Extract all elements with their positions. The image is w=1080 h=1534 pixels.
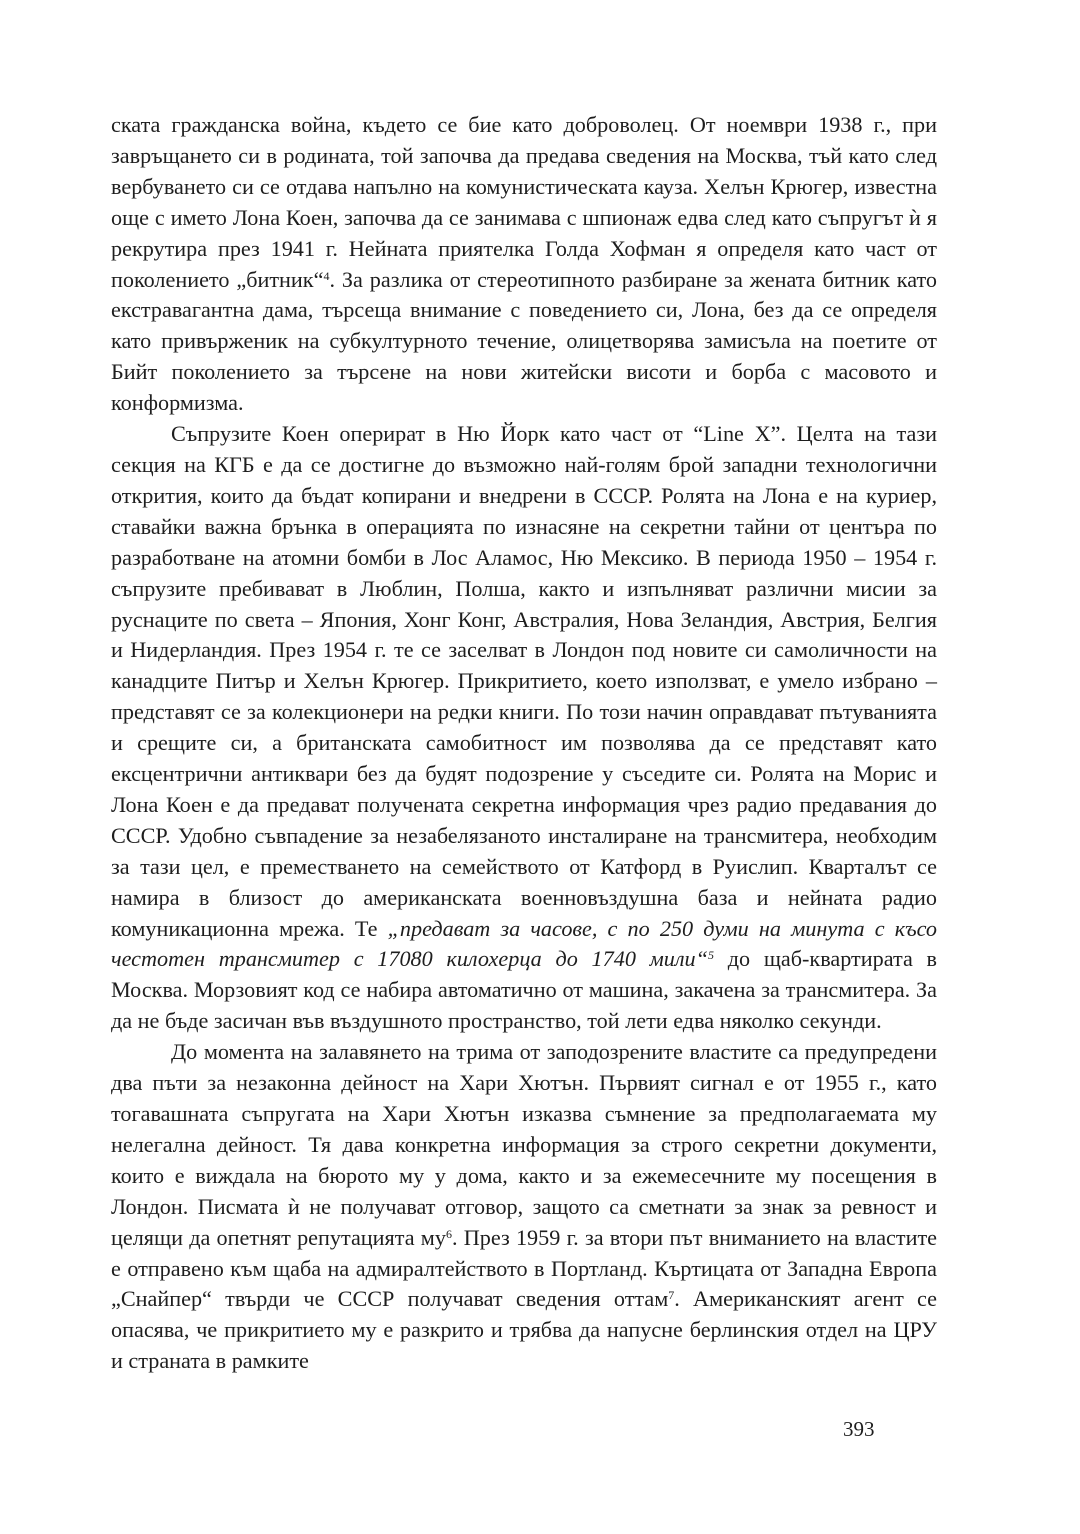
- text-run: ската гражданска война, където се бие като доброволец. От ноември 1938 г., при завръщането си в родината, той започва да предава сведения на Москва, тъй като след вербуването си се отдава напълно на комунистическата кауза. Хелън Крюгер, известна още с името Лона Коен, започва да се занимава с шпионаж едва след като съпругът ѝ я рекрутира през 1941 г. Нейната приятелка Голда Хофман я определя като част от поколението „битник“: [111, 112, 937, 292]
- footnote-ref: 7: [668, 1288, 675, 1303]
- quoted-text: „предават за часове, с по 250 думи на минута с късо честотен трансмитер с 17080 килохерца до 1740 мили“: [111, 915, 937, 972]
- text-run: . През 1959 г. за втори път вниманието на властите е отправено към щаба на адмиралтейството в Портланд. Къртицата от Западна Европа „Снайпер“ твърди че СССР получават сведения оттам: [111, 1224, 938, 1312]
- paragraph: [111, 419, 937, 1037]
- text-run: до щаб-квартирата в Москва. Морзовият код се набира автоматично от машина, закачена за трансмитера. За да не бъде засичан във въздушното пространство, той лети едва няколко секунди.: [111, 946, 937, 1034]
- footnote-ref: 6: [445, 1226, 452, 1241]
- footnote-ref: 4: [323, 268, 330, 283]
- text-run: Съпрузите Коен оперират в Ню Йорк като част от “Line X”. Целта на тази секция на КГБ е да се достигне до възможно най-голям брой западни технологични открития, които да бъдат копирани и внедрени в СССР. Ролята на Лона е на куриер, ставайки важна брънка в операцията по изнасяне на секретни тайни от центъра по разработване на атомни бомби в Лос Аламос, Ню Мексико. В периода 1950 – 1954 г. съпрузите пребивават в Люблин, Полша, както и изпълняват различни мисии за руснаците по света – Япония, Хонг Конг, Австралия, Нова Зеландия, Австрия, Белгия и Нидерландия. През 1954 г. те се заселват в Лондон под новите си самоличности на канадците Питър и Хелън Крюгер. Прикритието, което използват, е умело избрано – представят се за колекционери на редки книги. По този начин оправдават пътуванията и срещите си, а британската самобитност им позволява да се представят като ексцентрични антиквари без да будят подозрение у съседите си. Ролята на Морис и Лона Коен е да предават получената секретна информация чрез радио предавания до СССР. Удобно съвпадение за незабелязаното инсталиране на трансмитера, необходим за тази цел, е преместването на семейството от Катфорд в Руислип. Кварталът се намира в близост до американската военновъздушна база и нейната радио комуникационна мрежа. Те: [111, 421, 937, 941]
- page-body: [111, 110, 937, 1377]
- text-run: До момента на залавянето на трима от заподозрените властите са предупредени два пъти за незаконна дейност на Хари Хютън. Първият сигнал е от 1955 г., като тогавашната съпругата на Хари Хютън изказва съмнение за предполагаемата му нелегална дейност. Тя дава конкретна информация за строго секретни документи, които е виждала на бюрото му у дома, както и за ежемесечните му посещения в Лондон. Писмата ѝ не получават отговор, защото са сметнати за знак за ревност и целящи да опетнят репутацията му: [111, 1039, 937, 1250]
- paragraph: [111, 110, 937, 419]
- text-run: . Американският агент се опасява, че прикритието му е разкрито и трябва да напусне берлинския отдел на ЦРУ и страната в рамките: [111, 1286, 937, 1374]
- paragraph: [111, 1037, 937, 1377]
- page-number: 393: [843, 1417, 875, 1441]
- footnote-ref: 5: [708, 948, 714, 963]
- text-run: . За разлика от стереотипното разбиране за жената битник като екстравагантна дама, търсеща внимание с поведението си, Лона, без да се определя като привърженик на субкултурното течение, олицетворява замисъла на поетите от Бийт поколението за търсене на нови житейски висоти и борба с масовото и конформизма.: [111, 266, 937, 416]
